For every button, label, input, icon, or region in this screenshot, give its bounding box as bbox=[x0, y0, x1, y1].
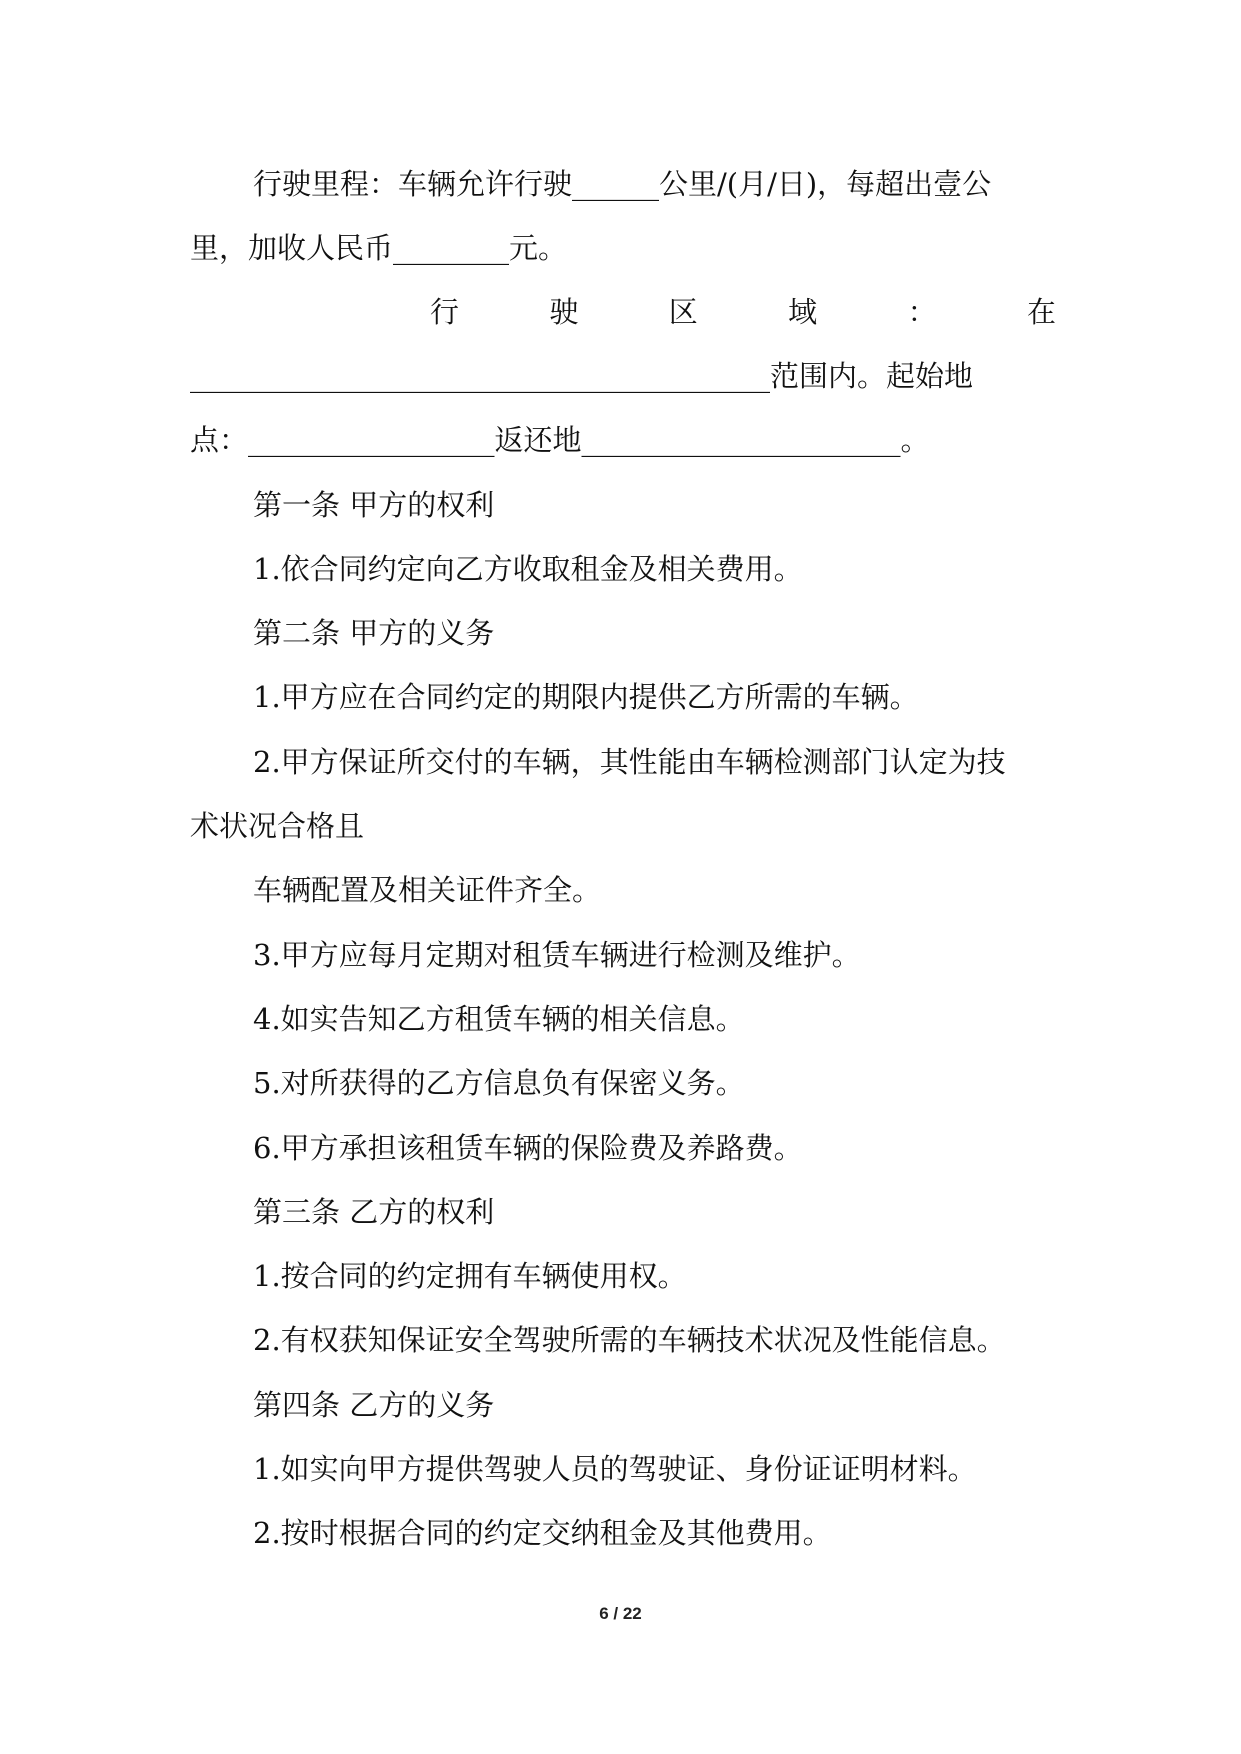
article-heading-2: 第二条 甲方的义务 bbox=[253, 616, 495, 650]
clause-item-cont: 术状况合格且 bbox=[190, 809, 365, 843]
spread-char: 行 bbox=[430, 295, 460, 329]
clause-item: 1.甲方应在合同约定的期限内提供乙方所需的车辆。 bbox=[253, 680, 919, 714]
article-heading-3: 第三条 乙方的权利 bbox=[253, 1195, 495, 1229]
paragraph-mileage: 行驶里程：车辆允许行驶______公里/(月/日)，每超出壹公 bbox=[253, 167, 992, 201]
clause-item: 2.有权获知保证安全驾驶所需的车辆技术状况及性能信息。 bbox=[253, 1323, 1006, 1357]
clause-item: 1.按合同的约定拥有车辆使用权。 bbox=[253, 1259, 687, 1293]
paragraph-mileage-cont: 里，加收人民币________元。 bbox=[190, 231, 568, 265]
spread-char: ： bbox=[907, 295, 937, 329]
spread-char: 驶 bbox=[549, 295, 579, 329]
clause-item: 2.按时根据合同的约定交纳租金及其他费用。 bbox=[253, 1516, 832, 1550]
page-number: 6 / 22 bbox=[599, 1604, 642, 1623]
clause-item: 6.甲方承担该租赁车辆的保险费及养路费。 bbox=[253, 1131, 803, 1165]
clause-item: 2.甲方保证所交付的车辆，其性能由车辆检测部门认定为技 bbox=[253, 745, 1006, 779]
clause-item: 1.如实向甲方提供驾驶人员的驾驶证、身份证证明材料。 bbox=[253, 1452, 977, 1486]
paragraph-start-return: 点：_________________返还地______________________。 bbox=[190, 423, 930, 457]
paragraph-driving-area bbox=[430, 292, 1056, 332]
article-heading-4: 第四条 乙方的义务 bbox=[253, 1388, 495, 1422]
clause-item: 1.依合同约定向乙方收取租金及相关费用。 bbox=[253, 552, 803, 586]
clause-item-cont: 车辆配置及相关证件齐全。 bbox=[253, 873, 602, 907]
spread-char: 区 bbox=[668, 295, 698, 329]
clause-item: 3.甲方应每月定期对租赁车辆进行检测及维护。 bbox=[253, 938, 861, 972]
spread-char: 在 bbox=[1026, 295, 1056, 329]
spread-char: 域 bbox=[788, 295, 818, 329]
clause-item: 5.对所获得的乙方信息负有保密义务。 bbox=[253, 1066, 745, 1100]
article-heading-1: 第一条 甲方的权利 bbox=[253, 488, 495, 522]
paragraph-area-range: ________________________________________范围内。起始地 bbox=[190, 359, 974, 393]
clause-item: 4.如实告知乙方租赁车辆的相关信息。 bbox=[253, 1002, 745, 1036]
